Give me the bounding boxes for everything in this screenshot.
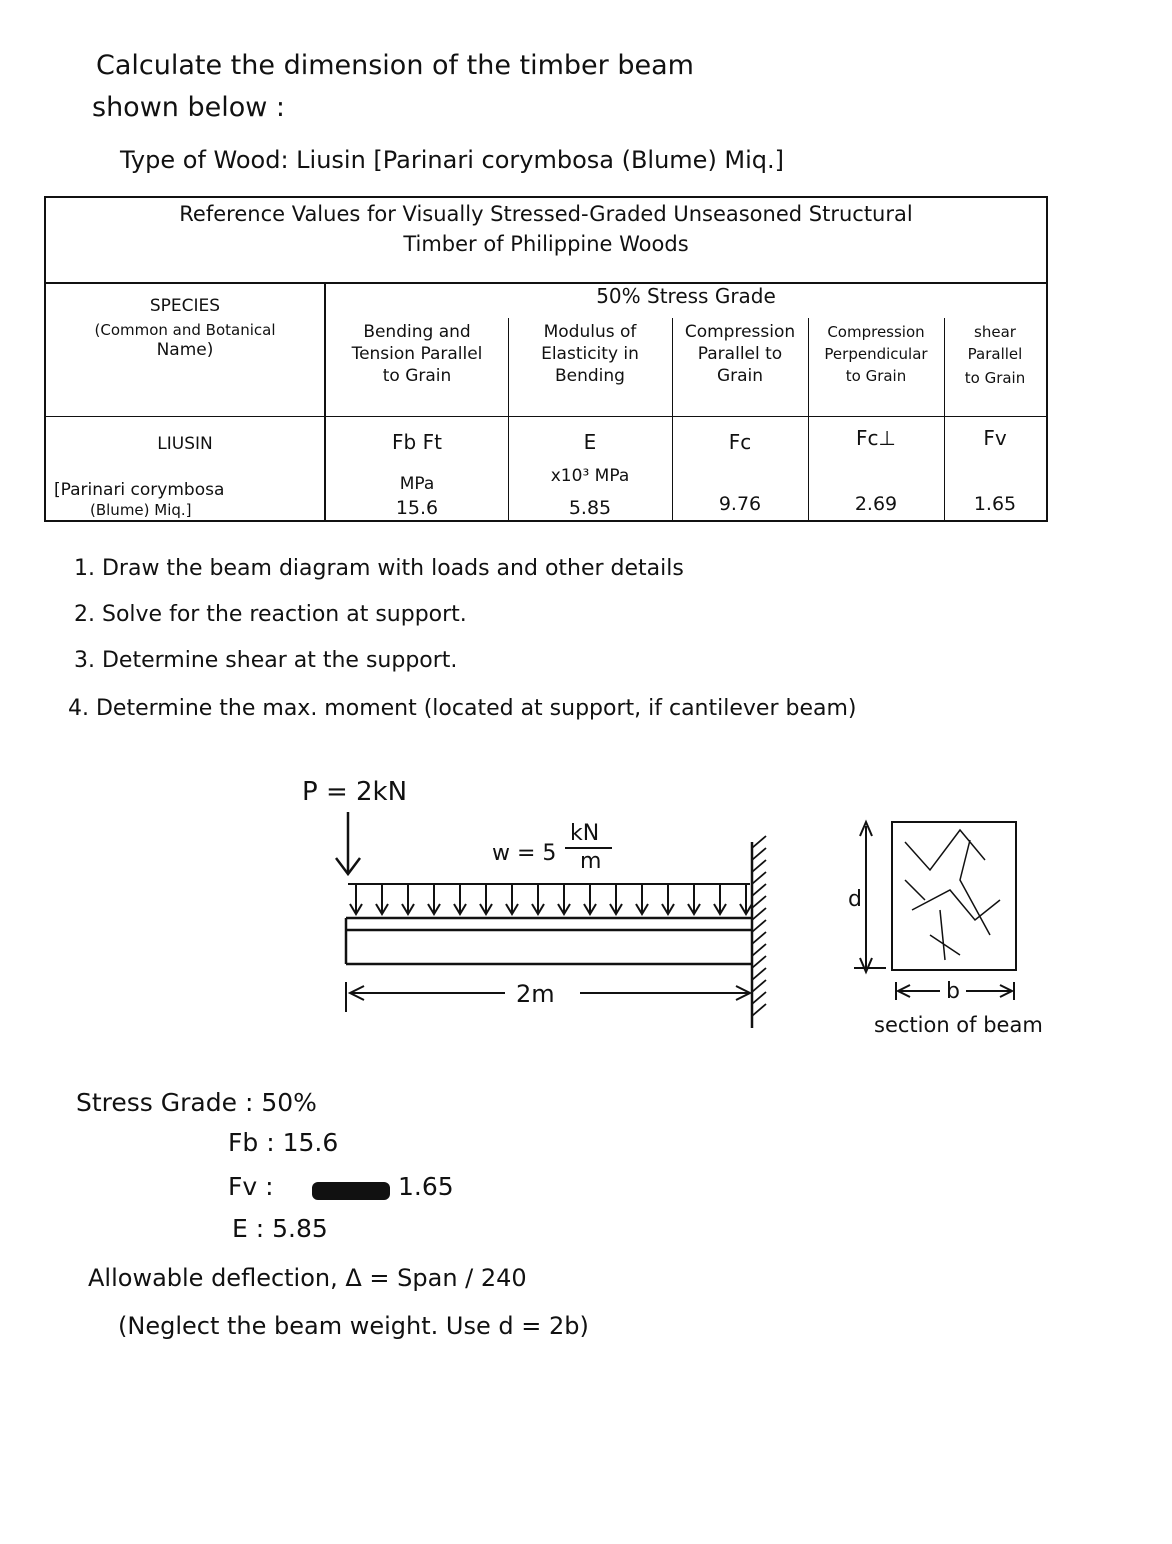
symbol-fc: Fc <box>728 430 752 454</box>
value-fv: 1.65 <box>973 493 1017 515</box>
symbol-fc-perp: Fc⊥ <box>856 426 896 450</box>
problem-heading-line2: shown below : <box>92 92 286 123</box>
given-fb: Fb : 15.6 <box>228 1128 339 1157</box>
section-depth-label: d <box>848 887 862 912</box>
stress-grade-header: 50% Stress Grade <box>596 284 776 308</box>
support-hatch <box>752 884 766 896</box>
species-botanical-line1: [Parinari corymbosa <box>54 480 225 500</box>
symbol-fb-ft: Fb Ft <box>392 430 442 454</box>
support-hatch <box>752 980 766 992</box>
problem-heading-line1: Calculate the dimension of the timber beam <box>96 50 694 81</box>
col-bending-line1: Bending and <box>363 322 471 342</box>
value-fb: 15.6 <box>395 497 439 519</box>
col-modulus-line3: Bending <box>555 366 625 386</box>
support-hatch <box>752 956 766 968</box>
species-common-name: LIUSIN <box>157 434 213 454</box>
udl-arrows <box>348 884 752 914</box>
symbol-e: E <box>583 430 597 454</box>
support-hatch <box>752 992 766 1004</box>
symbol-fv: Fv <box>983 426 1007 450</box>
col-shear-line1: shear <box>974 323 1016 341</box>
allowable-deflection: Allowable deflection, Δ = Span / 240 <box>88 1264 527 1292</box>
col-shear-line2: Parallel <box>967 345 1023 363</box>
scribble-mark <box>312 1182 390 1200</box>
col-modulus-line2: Elasticity in <box>541 344 639 364</box>
question-3: 3. Determine shear at the support. <box>74 648 458 673</box>
support-hatch <box>752 848 766 860</box>
species-header-line1: SPECIES <box>149 296 221 316</box>
support-hatch <box>752 932 766 944</box>
value-fc: 9.76 <box>718 493 762 515</box>
support-hatch <box>752 1004 766 1016</box>
support-hatch <box>752 872 766 884</box>
section-width-label: b <box>946 979 960 1004</box>
beam-section <box>854 822 1016 1000</box>
neglect-note: (Neglect the beam weight. Use d = 2b) <box>118 1312 589 1340</box>
fixed-support <box>752 836 766 1028</box>
beam-diagram <box>0 760 1172 1060</box>
col-comp-perp-line1: Compression <box>827 323 925 341</box>
wood-type: Type of Wood: Liusin [Parinari corymbosa (Blume) Miq.] <box>120 146 785 174</box>
given-fv-value: 1.65 <box>398 1172 454 1201</box>
col-comp-perp-line2: Perpendicular <box>824 345 928 363</box>
support-hatch <box>752 896 766 908</box>
reference-values-table <box>44 196 1048 522</box>
udl-numerator: kN <box>570 821 600 846</box>
col-bending-line2: Tension Parallel <box>351 344 483 364</box>
unit-mpa: MPa <box>399 474 435 494</box>
support-hatch <box>752 908 766 920</box>
unit-x103-mpa: x10³ MPa <box>550 466 630 486</box>
question-4: 4. Determine the max. moment (located at support, if cantilever beam) <box>68 696 857 721</box>
value-fc-perp: 2.69 <box>854 493 898 515</box>
udl-prefix: w = 5 <box>492 841 557 866</box>
given-fv: Fv : <box>228 1172 274 1201</box>
span-label: 2m <box>516 980 555 1008</box>
col-comp-par-line2: Parallel to <box>697 344 783 364</box>
value-e: 5.85 <box>568 497 612 519</box>
question-2: 2. Solve for the reaction at support. <box>74 602 467 627</box>
col-comp-perp-line3: to Grain <box>845 367 907 385</box>
col-comp-par-line1: Compression <box>684 322 796 342</box>
udl-denominator: m <box>580 849 602 874</box>
support-hatch <box>752 836 766 848</box>
support-hatch <box>752 944 766 956</box>
given-stress-grade: Stress Grade : 50% <box>76 1088 317 1117</box>
section-caption: section of beam <box>874 1013 1043 1037</box>
given-e: E : 5.85 <box>232 1214 328 1243</box>
species-header-line2: (Common and Botanical <box>94 321 276 339</box>
col-comp-par-line3: Grain <box>716 366 764 386</box>
support-hatch <box>752 860 766 872</box>
species-header-line3: Name) <box>156 340 214 360</box>
table-title-line1: Reference Values for Visually Stressed-Graded Unseasoned Structural <box>179 202 913 226</box>
question-1: 1. Draw the beam diagram with loads and other details <box>74 556 684 581</box>
col-shear-line3: to Grain <box>964 369 1026 387</box>
col-bending-line3: to Grain <box>382 366 452 386</box>
support-hatch <box>752 968 766 980</box>
table-title-line2: Timber of Philippine Woods <box>403 232 689 256</box>
col-modulus-line1: Modulus of <box>543 322 637 342</box>
point-load-arrow <box>336 812 360 874</box>
support-hatch <box>752 920 766 932</box>
species-botanical-line2: (Blume) Miq.] <box>90 501 192 519</box>
beam <box>346 918 752 964</box>
point-load-label: P = 2kN <box>302 777 408 807</box>
